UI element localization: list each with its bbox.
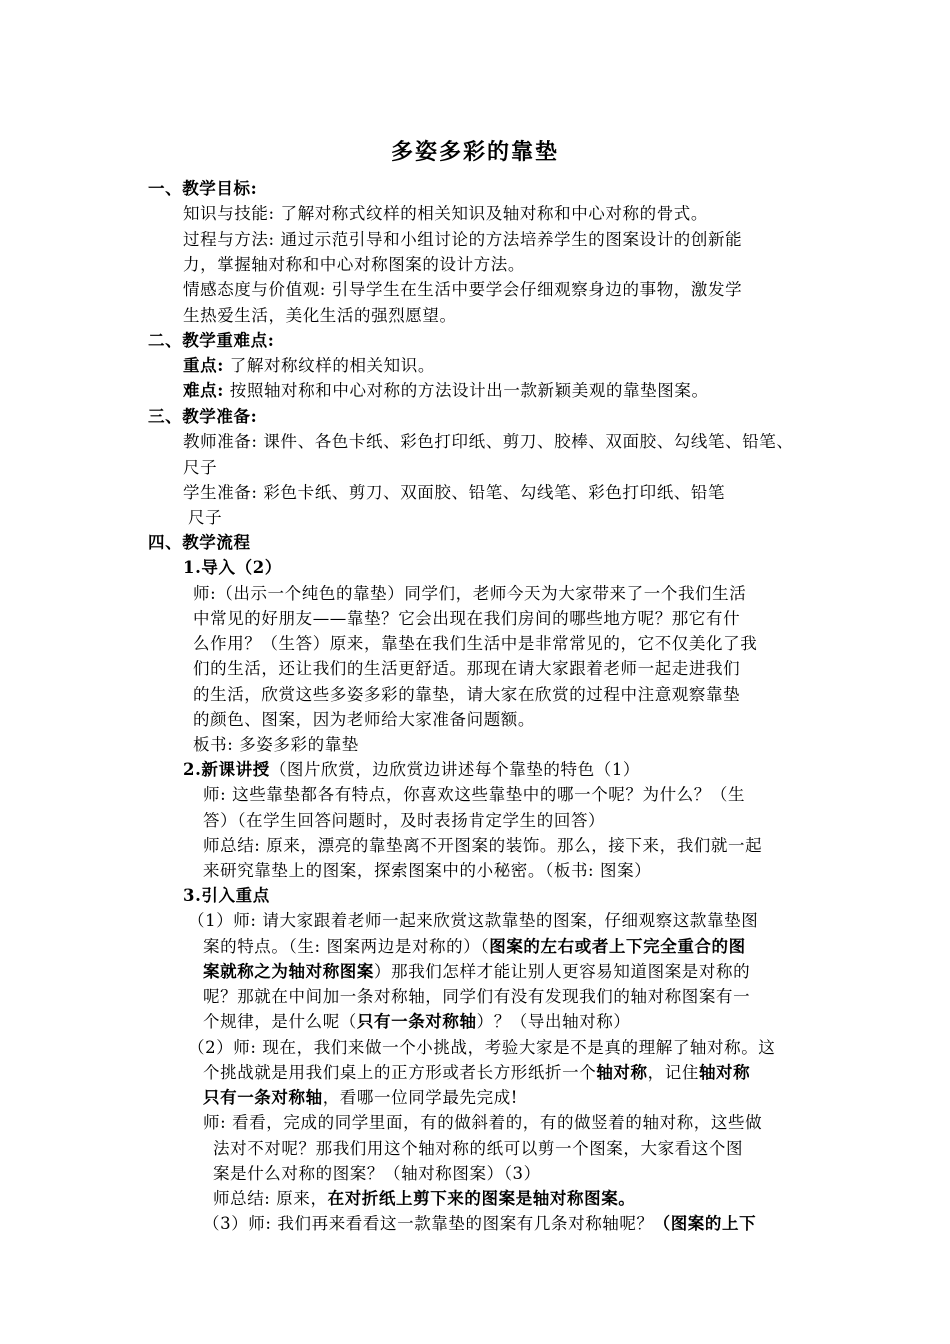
part-3-b-line3 <box>203 1087 518 1109</box>
difficult-point <box>183 380 709 402</box>
part-3-b-line6: 案是什么对称的图案？（轴对称图案）（3） <box>213 1164 541 1183</box>
objective-attitude-line2: 生热爱生活，美化生活的强烈愿望。 <box>183 306 457 325</box>
text-span: ）那我们怎样才能让别人更容易知道图案是对称的 <box>374 962 751 981</box>
text-span: ，看哪一位同学最先完成! <box>322 1088 519 1107</box>
text-span: 案的特点。（生: 图案两边是对称的）（ <box>203 937 490 956</box>
part-3-a-line3 <box>203 961 750 983</box>
objective-knowledge: 知识与技能: 了解对称式纹样的相关知识及轴对称和中心对称的骨式。 <box>183 204 709 223</box>
part-2-line2: 答）（在学生回答问题时，及时表扬肯定学生的回答） <box>203 811 606 830</box>
emphasis-span: 案就称之为轴对称图案 <box>203 962 374 981</box>
part-3-a-line4: 呢？那就在中间加一条对称轴，同学们有没有发现我们的轴对称图案有一 <box>203 987 751 1006</box>
key-point-label: 重点: <box>183 356 224 375</box>
difficult-point-text: 按照轴对称和中心对称的方法设计出一款新颖美观的靠垫图案。 <box>223 381 709 400</box>
part-3-b-line1: （2）师: 现在，我们来做一个小挑战，考验大家是不是真的理解了轴对称。这 <box>188 1038 776 1057</box>
part-1-line6: 的颜色、图案，因为老师给大家准备问题额。 <box>193 710 535 729</box>
part-2-line1: 师: 这些靠垫都各有特点，你喜欢这些靠垫中的哪一个呢？为什么？（生 <box>203 785 746 804</box>
teacher-prep-line1: 教师准备: 课件、各色卡纸、彩色打印纸、剪刀、胶棒、双面胶、勾线笔、铅笔、 <box>183 432 794 451</box>
part-1-line5: 的生活，欣赏这些多姿多彩的靠垫，请大家在欣赏的过程中注意观察靠垫 <box>193 685 741 704</box>
emphasis-span: 轴对称 <box>698 1063 751 1082</box>
student-prep-line2: 尺子 <box>188 508 223 527</box>
emphasis-span: （图案的上下 <box>653 1214 757 1233</box>
part-2-heading-rest: （图片欣赏，边欣赏边讲述每个靠垫的特色（1） <box>269 760 641 779</box>
text-span: （3）师: 我们再来看看这一款靠垫的图案有几条对称轴呢？ <box>203 1214 654 1233</box>
part-1-line2: 中常见的好朋友——靠垫？它会出现在我们房间的哪些地方呢？那它有什 <box>193 609 741 628</box>
difficult-point-label: 难点: <box>183 381 224 400</box>
part-3-c-line1 <box>203 1213 756 1235</box>
part-2-line4: 来研究靠垫上的图案，探索图案中的小秘密。（板书: 图案） <box>203 861 652 880</box>
objective-process-line2: 力，掌握轴对称和中心对称图案的设计方法。 <box>183 255 525 274</box>
emphasis-span: 在对折纸上剪下来的图案是轴对称图案。 <box>327 1189 636 1208</box>
emphasis-span: 只有一条对称轴 <box>356 1012 477 1031</box>
text-span: 个挑战就是用我们桌上的正方形或者长方形纸折一个 <box>203 1063 597 1082</box>
part-3-b-line2 <box>203 1062 750 1084</box>
key-point <box>183 355 435 377</box>
part-1-line4: 们的生活，还让我们的生活更舒适。那现在请大家跟着老师一起走进我们 <box>193 659 741 678</box>
part-3-b-line5: 法对不对呢？那我们用这个轴对称的纸可以剪一个图案，大家看这个图 <box>213 1139 744 1158</box>
part-2-heading-bold: 2.新课讲授 <box>183 760 270 779</box>
part-2-heading <box>183 759 640 781</box>
part-3-b-line7 <box>213 1188 635 1210</box>
document-title: 多姿多彩的靠垫 <box>390 139 559 165</box>
part-3-a-line5 <box>203 1011 631 1033</box>
part-3-b-line4: 师: 看看，完成的同学里面，有的做斜着的，有的做竖着的轴对称，这些做 <box>203 1113 763 1132</box>
part-3-a-line1: （1）师: 请大家跟着老师一起来欣赏这款靠垫的图案，仔细观察这款靠垫图 <box>188 911 759 930</box>
part-3-a-line2 <box>203 936 746 958</box>
section-2-heading: 二、教学重难点: <box>148 331 275 350</box>
part-3-heading: 3.引入重点 <box>183 886 270 905</box>
part-1-line3: 么作用？（生答）原来，靠垫在我们生活中是非常常见的，它不仅美化了我 <box>193 634 758 653</box>
teacher-prep-line2: 尺子 <box>183 458 218 477</box>
section-3-heading: 三、教学准备: <box>148 407 258 426</box>
emphasis-span: 只有一条对称轴 <box>203 1088 323 1107</box>
part-1-heading: 1.导入（2） <box>183 558 282 577</box>
section-1-heading: 一、教学目标: <box>148 179 258 198</box>
text-span: ，记住 <box>647 1063 699 1082</box>
emphasis-span: 轴对称 <box>596 1063 648 1082</box>
part-2-line3: 师总结: 原来，漂亮的靠垫离不开图案的装饰。那么，接下来，我们就一起 <box>203 836 763 855</box>
student-prep-line1: 学生准备: 彩色卡纸、剪刀、双面胶、铅笔、勾线笔、彩色打印纸、铅笔 <box>183 483 726 502</box>
objective-attitude-line1: 情感态度与价值观: 引导学生在生活中要学会仔细观察身边的事物，激发学 <box>183 280 743 299</box>
objective-process-line1: 过程与方法: 通过示范引导和小组讨论的方法培养学生的图案设计的创新能 <box>183 230 743 249</box>
text-span: 师总结: 原来， <box>213 1189 328 1208</box>
section-4-heading: 四、教学流程 <box>148 533 251 552</box>
text-span: 个规律，是什么呢（ <box>203 1012 357 1031</box>
part-1-line1: 师:（出示一个纯色的靠垫）同学们，老师今天为大家带来了一个我们生活 <box>193 584 747 603</box>
text-span: ）？（导出轴对称） <box>476 1012 631 1031</box>
key-point-text: 了解对称纹样的相关知识。 <box>223 356 435 375</box>
emphasis-span: 图案的左右或者上下完全重合的图 <box>489 937 746 956</box>
part-1-board: 板书: 多姿多彩的靠垫 <box>193 735 359 754</box>
